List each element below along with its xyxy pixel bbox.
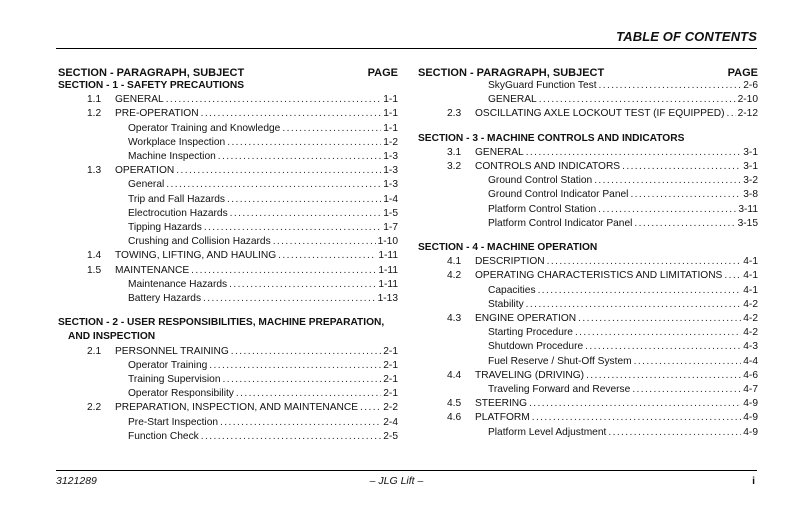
entry-title: PERSONNEL TRAINING xyxy=(115,345,229,357)
entry-page: 1-10 xyxy=(377,236,398,248)
entry-page: 4-7 xyxy=(743,384,758,396)
dot-leader xyxy=(594,174,741,188)
entry-title: Platform Level Adjustment xyxy=(488,426,607,438)
toc-subentry[interactable] xyxy=(418,383,758,397)
toc-entry[interactable] xyxy=(418,411,758,425)
entry-title: TOWING, LIFTING, AND HAULING xyxy=(115,250,277,262)
entry-title: SkyGuard Function Test xyxy=(488,80,597,91)
entry-page: 1-1 xyxy=(383,122,398,134)
dot-leader xyxy=(532,411,742,425)
entry-page: 1-11 xyxy=(378,264,398,276)
toc-subentry[interactable] xyxy=(418,174,758,188)
entry-page: 2-6 xyxy=(743,80,758,91)
entry-page: 2-1 xyxy=(383,374,398,386)
entry-page: 4-6 xyxy=(743,369,758,381)
dot-leader xyxy=(598,203,736,217)
dot-leader xyxy=(227,136,381,150)
entry-page: 3-11 xyxy=(738,203,758,215)
entry-page: 4-1 xyxy=(743,284,758,296)
column-header-subject: SECTION - PARAGRAPH, SUBJECT xyxy=(418,67,605,79)
section-heading xyxy=(58,79,398,93)
column-header xyxy=(58,63,398,79)
toc-entry[interactable] xyxy=(58,164,398,178)
toc-subentry[interactable] xyxy=(58,221,398,235)
entry-title: Platform Control Station xyxy=(488,203,597,215)
dot-leader xyxy=(586,369,741,383)
dot-leader xyxy=(360,401,381,415)
entry-page: 1-11 xyxy=(378,278,398,290)
entry-title: GENERAL xyxy=(115,94,164,106)
toc-entry[interactable] xyxy=(58,264,398,278)
entry-page: 2-1 xyxy=(383,345,398,357)
entry-title: Shutdown Procedure xyxy=(488,341,584,353)
dot-leader xyxy=(201,430,381,444)
toc-subentry[interactable] xyxy=(418,284,758,298)
dot-leader xyxy=(547,255,742,269)
entry-title: ENGINE OPERATION xyxy=(475,313,577,325)
entry-title: Function Check xyxy=(128,430,199,442)
entry-page: 1-4 xyxy=(383,193,398,205)
section-heading-text: SECTION - 3 - MACHINE CONTROLS AND INDICATORS xyxy=(418,132,685,144)
section-heading xyxy=(58,316,398,344)
entry-number: 1.4 xyxy=(87,250,102,262)
entry-page: 3-8 xyxy=(743,189,758,201)
dot-leader xyxy=(726,107,735,121)
toc-subentry[interactable] xyxy=(418,326,758,340)
entry-title: Operator Responsibility xyxy=(128,388,234,400)
entry-title: Platform Control Indicator Panel xyxy=(488,217,633,229)
dot-leader xyxy=(204,221,381,235)
entry-title: OPERATING CHARACTERISTICS AND LIMITATIONS xyxy=(475,270,723,282)
entry-page: 1-11 xyxy=(378,250,398,262)
entry-page: 1-1 xyxy=(383,94,398,106)
column-header-page: PAGE xyxy=(367,67,398,79)
toc-subentry[interactable] xyxy=(58,122,398,136)
dot-leader xyxy=(236,387,381,401)
entry-title: Battery Hazards xyxy=(128,293,202,305)
entry-number: 2.3 xyxy=(447,108,462,120)
entry-number: 4.4 xyxy=(447,369,462,381)
entry-number: 1.1 xyxy=(87,94,102,106)
dot-leader xyxy=(539,93,736,107)
entry-title: GENERAL xyxy=(475,146,524,158)
entry-title: Workplace Inspection xyxy=(128,136,226,148)
entry-page: 2-1 xyxy=(383,388,398,400)
section-heading-continuation: AND INSPECTION xyxy=(68,331,156,343)
entry-page: 1-3 xyxy=(383,179,398,191)
toc-subentry[interactable] xyxy=(418,79,758,93)
entry-title: Trip and Fall Hazards xyxy=(128,193,226,205)
entry-title: Starting Procedure xyxy=(488,327,573,339)
entry-page: 1-1 xyxy=(383,108,398,120)
entry-title: PLATFORM xyxy=(475,412,530,424)
entry-number: 1.2 xyxy=(87,108,102,120)
entry-page: 4-1 xyxy=(743,270,758,282)
entry-title: CONTROLS AND INDICATORS xyxy=(475,161,621,173)
toc-subentry[interactable] xyxy=(58,292,398,306)
entry-title: Crushing and Collision Hazards xyxy=(128,236,271,248)
document-number: 3121289 xyxy=(56,475,97,487)
entry-title: PRE-OPERATION xyxy=(115,108,199,120)
section-heading xyxy=(418,132,758,146)
entry-page: 4-9 xyxy=(743,412,758,424)
dot-leader xyxy=(282,122,381,136)
entry-page: 4-9 xyxy=(743,426,758,438)
entry-page: 3-2 xyxy=(743,175,758,187)
toc-subentry[interactable] xyxy=(418,203,758,217)
toc-subentry[interactable] xyxy=(58,178,398,192)
toc-entry[interactable] xyxy=(58,345,398,359)
toc-subentry[interactable] xyxy=(58,235,398,249)
dot-leader xyxy=(191,264,376,278)
dot-leader xyxy=(630,188,741,202)
section-heading-text: SECTION - 1 - SAFETY PRECAUTIONS xyxy=(58,80,245,91)
entry-title: Operator Training and Knowledge xyxy=(128,122,281,134)
dot-leader xyxy=(538,284,742,298)
entry-page: 4-2 xyxy=(743,313,758,325)
entry-title: DESCRIPTION xyxy=(475,256,545,268)
entry-number: 3.2 xyxy=(447,161,462,173)
entry-title: Operator Training xyxy=(128,359,208,371)
entry-number: 4.5 xyxy=(447,398,462,410)
toc-entry[interactable] xyxy=(418,107,758,121)
dot-leader xyxy=(526,146,742,160)
entry-title: GENERAL xyxy=(488,94,537,106)
entry-page: 4-2 xyxy=(743,298,758,310)
entry-title: Pre-Start Inspection xyxy=(128,416,219,428)
toc-subentry[interactable] xyxy=(58,150,398,164)
dot-leader xyxy=(218,150,381,164)
page-number: i xyxy=(752,475,755,487)
dot-leader xyxy=(229,278,376,292)
dot-leader xyxy=(634,217,735,231)
entry-title: General xyxy=(128,179,165,191)
dot-leader xyxy=(166,93,382,107)
dot-leader xyxy=(166,178,381,192)
entry-title: Ground Control Indicator Panel xyxy=(488,189,629,201)
dot-leader xyxy=(578,312,741,326)
entry-title: Fuel Reserve / Shut-Off System xyxy=(488,355,632,367)
document-title: TABLE OF CONTENTS xyxy=(616,29,757,44)
dot-leader xyxy=(575,326,741,340)
toc-entry[interactable] xyxy=(418,146,758,160)
dot-leader xyxy=(278,249,376,263)
toc-subentry[interactable] xyxy=(418,217,758,231)
entry-page: 4-2 xyxy=(743,327,758,339)
section-heading-text: SECTION - 2 - USER RESPONSIBILITIES, MACHINE PREPARATION, xyxy=(58,317,385,329)
entry-page: 2-10 xyxy=(737,94,758,106)
toc-entries xyxy=(418,79,758,440)
toc-entry[interactable] xyxy=(418,312,758,326)
dot-leader xyxy=(599,79,742,93)
entry-title: STEERING xyxy=(475,398,528,410)
entry-title: OPERATION xyxy=(115,165,175,177)
column-header-page: PAGE xyxy=(727,67,758,79)
entry-number: 1.5 xyxy=(87,264,102,276)
toc-subentry[interactable] xyxy=(58,430,398,444)
dot-leader xyxy=(223,373,382,387)
entry-page: 4-4 xyxy=(743,355,758,367)
entry-page: 1-2 xyxy=(383,136,398,148)
entry-title: Maintenance Hazards xyxy=(128,278,228,290)
dot-leader xyxy=(585,340,741,354)
entry-page: 3-1 xyxy=(743,146,758,158)
entry-number: 4.6 xyxy=(447,412,462,424)
dot-leader xyxy=(608,426,741,440)
toc-entry[interactable] xyxy=(418,397,758,411)
entry-title: OSCILLATING AXLE LOCKOUT TEST (IF EQUIPPED) xyxy=(475,108,725,120)
entry-title: Training Supervision xyxy=(128,374,221,386)
entry-page: 4-3 xyxy=(743,341,758,353)
entry-page: 1-13 xyxy=(377,293,398,305)
entry-page: 2-4 xyxy=(383,416,398,428)
entry-title: PREPARATION, INSPECTION, AND MAINTENANCE xyxy=(115,402,359,414)
entry-page: 3-1 xyxy=(743,161,758,173)
entry-title: TRAVELING (DRIVING) xyxy=(475,369,585,381)
toc-subentry[interactable] xyxy=(58,416,398,430)
toc-subentry[interactable] xyxy=(418,188,758,202)
dot-leader xyxy=(231,345,381,359)
entry-page: 1-3 xyxy=(383,151,398,163)
toc-subentry[interactable] xyxy=(58,278,398,292)
toc-subentry[interactable] xyxy=(418,340,758,354)
toc-subentry[interactable] xyxy=(418,426,758,440)
entry-page: 2-2 xyxy=(383,402,398,414)
toc-subentry[interactable] xyxy=(58,193,398,207)
toc-entries xyxy=(58,79,398,444)
section-heading xyxy=(418,241,758,255)
toc-entry[interactable] xyxy=(58,401,398,415)
toc-column-left xyxy=(58,63,398,444)
toc-entry[interactable] xyxy=(58,93,398,107)
entry-number: 1.3 xyxy=(87,165,102,177)
toc-subentry[interactable] xyxy=(58,136,398,150)
dot-leader xyxy=(632,383,741,397)
entry-number: 2.2 xyxy=(87,402,102,414)
entry-title: Traveling Forward and Reverse xyxy=(488,384,631,396)
entry-page: 2-5 xyxy=(383,430,398,442)
toc-column-right xyxy=(418,63,758,440)
entry-page: 3-15 xyxy=(737,217,758,229)
footer-brand: – JLG Lift – xyxy=(369,475,424,487)
toc-entry[interactable] xyxy=(58,107,398,121)
dot-leader xyxy=(227,193,381,207)
entry-title: Machine Inspection xyxy=(128,151,216,163)
dot-leader xyxy=(209,359,381,373)
entry-title: Stability xyxy=(488,298,524,310)
toc-subentry[interactable] xyxy=(58,359,398,373)
dot-leader xyxy=(526,298,742,312)
dot-leader xyxy=(273,235,376,249)
column-header-subject: SECTION - PARAGRAPH, SUBJECT xyxy=(58,67,245,79)
toc-entry[interactable] xyxy=(418,269,758,283)
section-heading-text: SECTION - 4 - MACHINE OPERATION xyxy=(418,242,598,254)
dot-leader xyxy=(230,207,382,221)
toc-entry[interactable] xyxy=(418,369,758,383)
dot-leader xyxy=(634,355,742,369)
footer-rule xyxy=(56,470,757,471)
toc-entry[interactable] xyxy=(418,255,758,269)
dot-leader xyxy=(220,416,381,430)
toc-subentry[interactable] xyxy=(418,93,758,107)
toc-subentry[interactable] xyxy=(58,373,398,387)
entry-title: Electrocution Hazards xyxy=(128,207,228,219)
entry-title: MAINTENANCE xyxy=(115,264,190,276)
toc-subentry[interactable] xyxy=(418,298,758,312)
column-header xyxy=(418,63,758,79)
dot-leader xyxy=(724,269,741,283)
dot-leader xyxy=(176,164,381,178)
toc-entry[interactable] xyxy=(58,249,398,263)
dot-leader xyxy=(201,107,382,121)
entry-number: 2.1 xyxy=(87,345,102,357)
entry-page: 4-9 xyxy=(743,398,758,410)
entry-page: 1-7 xyxy=(383,222,398,234)
entry-title: Tipping Hazards xyxy=(128,222,202,234)
toc-subentry[interactable] xyxy=(418,355,758,369)
entry-page: 1-5 xyxy=(383,207,398,219)
entry-page: 4-1 xyxy=(743,256,758,268)
entry-page: 2-1 xyxy=(383,359,398,371)
toc-subentry[interactable] xyxy=(58,387,398,401)
dot-leader xyxy=(529,397,741,411)
header-rule xyxy=(56,48,757,49)
dot-leader xyxy=(203,292,376,306)
entry-page: 2-12 xyxy=(737,108,758,120)
entry-number: 4.2 xyxy=(447,270,462,282)
toc-subentry[interactable] xyxy=(58,207,398,221)
entry-number: 4.3 xyxy=(447,313,462,325)
entry-number: 3.1 xyxy=(447,146,462,158)
entry-title: Ground Control Station xyxy=(488,175,593,187)
entry-title: Capacities xyxy=(488,284,536,296)
entry-page: 1-3 xyxy=(383,165,398,177)
dot-leader xyxy=(622,160,741,174)
entry-number: 4.1 xyxy=(447,256,462,268)
toc-entry[interactable] xyxy=(418,160,758,174)
